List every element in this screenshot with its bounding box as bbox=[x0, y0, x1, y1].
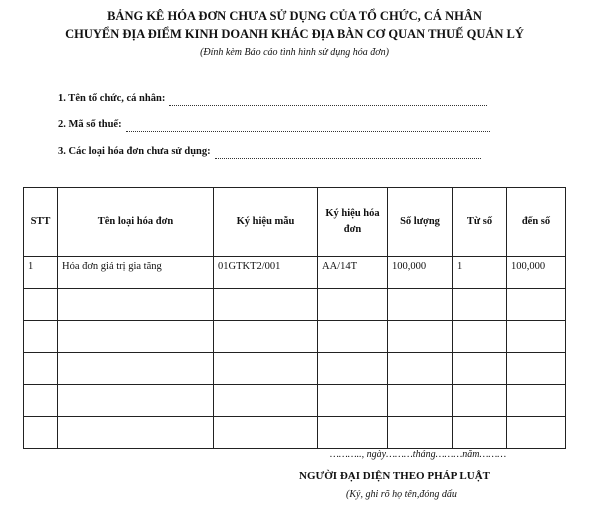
document-title-line-2: CHUYỂN ĐỊA ĐIỂM KINH DOANH KHÁC ĐỊA BÀN CƠ QUAN THUẾ QUẢN LÝ bbox=[65, 27, 524, 41]
cell-from-number bbox=[453, 321, 507, 353]
cell-form-code bbox=[214, 289, 318, 321]
col-header-form-code: Ký hiệu mẫu bbox=[214, 188, 318, 257]
cell-from-number bbox=[453, 353, 507, 385]
cell-invoice-type bbox=[58, 417, 214, 449]
field-label: 2. Mã số thuế: bbox=[58, 119, 122, 130]
dotted-blank-line bbox=[126, 120, 490, 132]
col-header-invoice-symbol: Ký hiệu hóa đơn bbox=[318, 188, 388, 257]
cell-stt bbox=[24, 385, 58, 417]
field-tax-code bbox=[58, 118, 490, 132]
signer-title: NGƯỜI ĐẠI DIỆN THEO PHÁP LUẬT bbox=[299, 470, 490, 482]
cell-from-number bbox=[453, 385, 507, 417]
cell-stt bbox=[24, 353, 58, 385]
date-line: ……….., ngày………tháng………năm……… bbox=[330, 449, 507, 460]
col-header-quantity: Số lượng bbox=[388, 188, 453, 257]
cell-invoice-symbol bbox=[318, 321, 388, 353]
cell-invoice-symbol bbox=[318, 289, 388, 321]
cell-from-number: 1 bbox=[453, 257, 507, 289]
field-unused-invoice-types bbox=[58, 145, 481, 159]
table-row bbox=[24, 353, 566, 385]
cell-form-code bbox=[214, 385, 318, 417]
cell-to-number bbox=[507, 289, 566, 321]
cell-invoice-symbol bbox=[318, 353, 388, 385]
cell-from-number bbox=[453, 289, 507, 321]
cell-invoice-type bbox=[58, 385, 214, 417]
cell-from-number bbox=[453, 417, 507, 449]
cell-form-code bbox=[214, 417, 318, 449]
cell-invoice-type bbox=[58, 353, 214, 385]
cell-stt: 1 bbox=[24, 257, 58, 289]
signer-note: (Ký, ghi rõ họ tên,đóng dấu bbox=[346, 489, 457, 500]
cell-quantity bbox=[388, 353, 453, 385]
cell-quantity bbox=[388, 321, 453, 353]
cell-to-number bbox=[507, 353, 566, 385]
col-header-to-number: đến số bbox=[507, 188, 566, 257]
cell-quantity bbox=[388, 417, 453, 449]
cell-to-number bbox=[507, 385, 566, 417]
table-row bbox=[24, 417, 566, 449]
field-organization-name bbox=[58, 92, 487, 106]
table-row bbox=[24, 385, 566, 417]
cell-quantity bbox=[388, 385, 453, 417]
document-subtitle: (Đính kèm Báo cáo tình hình sử dụng hóa đơn) bbox=[200, 47, 389, 58]
cell-to-number: 100,000 bbox=[507, 257, 566, 289]
cell-invoice-symbol bbox=[318, 385, 388, 417]
cell-form-code bbox=[214, 353, 318, 385]
col-header-invoice-type: Tên loại hóa đơn bbox=[58, 188, 214, 257]
document-title-line-1: BẢNG KÊ HÓA ĐƠN CHƯA SỬ DỤNG CỦA TỔ CHỨC, CÁ NHÂN bbox=[107, 9, 482, 23]
cell-stt bbox=[24, 417, 58, 449]
cell-quantity bbox=[388, 289, 453, 321]
dotted-blank-line bbox=[215, 147, 481, 159]
dotted-blank-line bbox=[169, 94, 487, 106]
col-header-from-number: Từ số bbox=[453, 188, 507, 257]
cell-invoice-type bbox=[58, 321, 214, 353]
cell-form-code: 01GTKT2/001 bbox=[214, 257, 318, 289]
cell-to-number bbox=[507, 321, 566, 353]
table-row bbox=[24, 257, 566, 289]
field-label: 3. Các loại hóa đơn chưa sử dụng: bbox=[58, 146, 211, 157]
cell-invoice-symbol bbox=[318, 417, 388, 449]
col-header-stt: STT bbox=[24, 188, 58, 257]
table-row bbox=[24, 289, 566, 321]
cell-stt bbox=[24, 321, 58, 353]
invoice-table bbox=[23, 187, 566, 449]
cell-invoice-symbol: AA/14T bbox=[318, 257, 388, 289]
cell-to-number bbox=[507, 417, 566, 449]
cell-quantity: 100,000 bbox=[388, 257, 453, 289]
cell-form-code bbox=[214, 321, 318, 353]
table-row bbox=[24, 321, 566, 353]
cell-stt bbox=[24, 289, 58, 321]
table-header-row bbox=[24, 188, 566, 257]
field-label: 1. Tên tổ chức, cá nhân: bbox=[58, 93, 166, 104]
cell-invoice-type: Hóa đơn giá trị gia tăng bbox=[58, 257, 214, 289]
cell-invoice-type bbox=[58, 289, 214, 321]
